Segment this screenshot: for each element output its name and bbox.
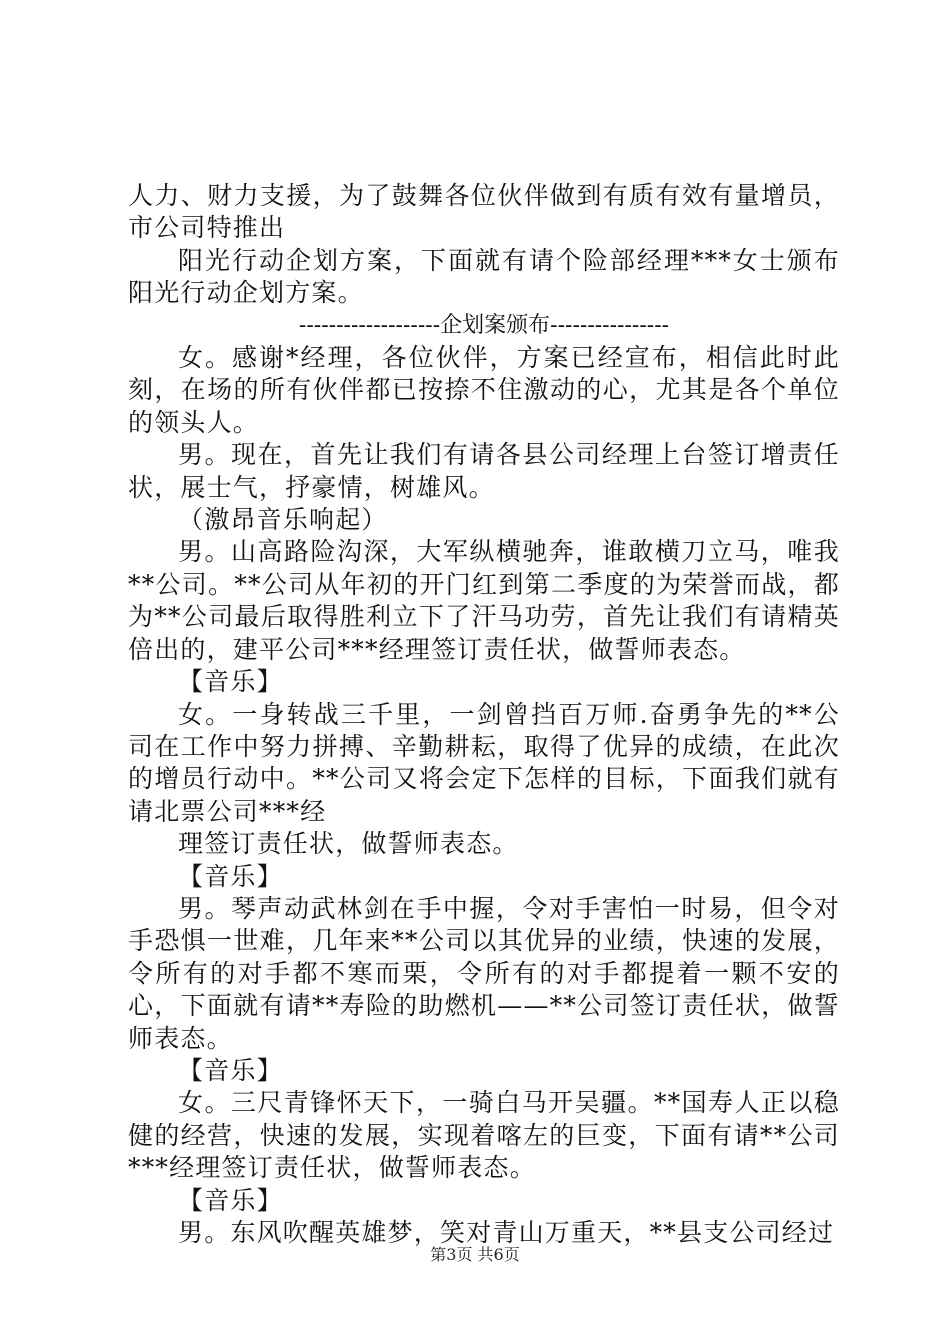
paragraph-male-qinsheng: 男。琴声动武林剑在手中握，令对手害怕一时易，但令对手恐惧一世难，几年来**公司以其优异的业绩，快速的发展，令所有的对手都不寒而栗，令所有的对手都提着一颗不安的心，下面就有请**寿险的助燃机——**公司签订责任状，做誓师表态。 — [128, 893, 840, 1053]
section-divider: -------------------企划案颁布---------------- — [298, 312, 670, 338]
paragraph-plan-announcement: 阳光行动企划方案，下面就有请个险部经理***女士颁布阳光行动企划方案。 — [128, 245, 840, 308]
paragraph-male-invite: 男。现在，首先让我们有请各县公司经理上台签订增责任状，展士气，抒豪情，树雄风。 — [128, 440, 840, 502]
paragraph-male-dongfeng: 男。东风吹醒英雄梦，笑对青山万重天，**县支公司经过 — [178, 1218, 835, 1247]
document-body — [128, 180, 840, 1249]
stage-direction-music: 【音乐】 — [178, 1185, 283, 1215]
stage-direction-music: 【音乐】 — [178, 667, 283, 697]
paragraph-sign-pledge: 理签订责任状，做誓师表态。 — [178, 829, 519, 859]
paragraph-support-intro: 人力、财力支援，为了鼓舞各位伙伴做到有质有效有量增员，市公司特推出 — [128, 181, 840, 243]
paragraph-male-jianping: 男。山高路险沟深，大军纵横驰奔，谁敢横刀立马，唯我**公司。**公司从年初的开门红到第二季度的为荣誉而战，都为**公司最后取得胜利立下了汗马功劳，首先让我们有请精英倍出的，建平公司***经理签订责任状，做誓师表态。 — [128, 537, 840, 664]
paragraph-female-kazuo: 女。三尺青锋怀天下，一骑白马开吴疆。**国寿人正以稳健的经营，快速的发展，实现着喀左的巨变，下面有请**公司***经理签订责任状，做誓师表态。 — [128, 1088, 840, 1183]
stage-direction-music: 【音乐】 — [178, 861, 283, 891]
stage-direction-music: （激昂音乐响起） — [178, 505, 388, 535]
page-number-footer: 第3页 共6页 — [430, 1245, 520, 1264]
stage-direction-music: 【音乐】 — [178, 1055, 283, 1085]
paragraph-female-beipiao: 女。一身转战三千里，一剑曾挡百万师.奋勇争先的**公司在工作中努力拼搏、辛勤耕耘，取得了优异的成绩，在此次的增员行动中。**公司又将会定下怎样的目标，下面我们就有请北票公司***经 — [128, 699, 840, 826]
paragraph-female-thanks: 女。感谢*经理，各位伙伴，方案已经宣布，相信此时此刻，在场的所有伙伴都已按捺不住激动的心，尤其是各个单位的领头人。 — [128, 343, 840, 437]
